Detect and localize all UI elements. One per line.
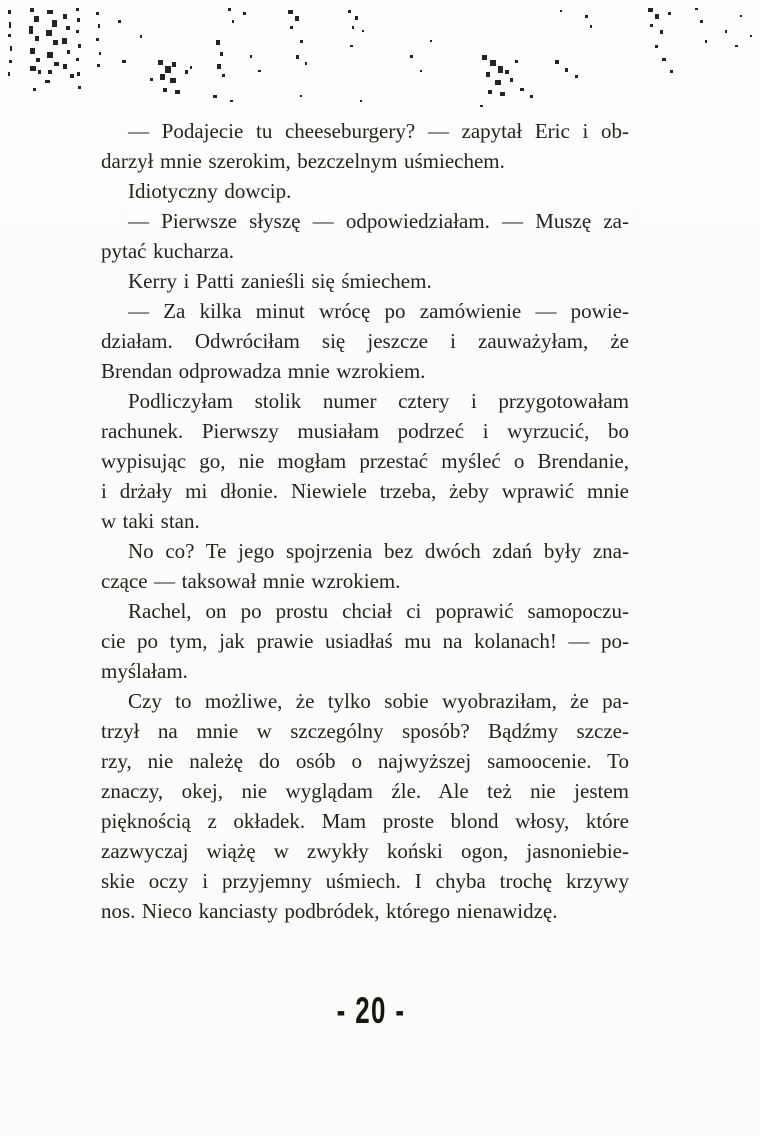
text-line: — Za kilka minut wrócę po zamówienie — powie- [128, 299, 629, 323]
text-line: Czy to możliwe, że tylko sobie wyobraziłam, że pa- [128, 689, 629, 713]
text-line: rachunek. Pierwszy musiałam podrzeć i wyrzucić, bo [101, 419, 629, 443]
text-line: w taki stan. [101, 509, 200, 533]
text-line: trzył na mnie w szczególny sposób? Bądźmy szcze- [101, 719, 629, 743]
paragraph [101, 116, 629, 176]
text-line: cie po tym, jak prawie usiadłaś mu na kolanach! — po- [101, 629, 629, 653]
paragraph [101, 176, 629, 206]
paragraph [101, 296, 629, 386]
text-block [101, 116, 629, 926]
text-line: Kerry i Patti zanieśli się śmiechem. [128, 269, 432, 293]
text-line: Idiotyczny dowcip. [128, 179, 292, 203]
text-line: Podliczyłam stolik numer cztery i przygotowałam [128, 389, 629, 413]
text-line: zazwyczaj wiążę w zwykły koński ogon, jasnoniebie- [101, 839, 629, 863]
text-line: pytać kucharza. [101, 239, 235, 263]
text-line: znaczy, okej, nie wyglądam źle. Ale też nie jestem [101, 779, 629, 803]
paragraph [101, 536, 629, 596]
text-line: nos. Nieco kanciasty podbródek, którego nienawidzę. [101, 899, 558, 923]
scan-noise-artifacts [0, 0, 760, 130]
text-line: rzy, nie należę do osób o najwyższej samoocenie. To [101, 749, 629, 773]
text-line: działam. Odwróciłam się jeszcze i zauważyłam, że [101, 329, 629, 353]
paragraph [101, 206, 629, 266]
page-number [322, 990, 420, 1032]
text-line: czące — taksował mnie wzrokiem. [101, 569, 401, 593]
text-line: i drżały mi dłonie. Niewiele trzeba, żeby wprawić mnie [101, 479, 629, 503]
text-line: Rachel, on po prostu chciał ci poprawić samopoczu- [128, 599, 629, 623]
text-line: Brendan odprowadza mnie wzrokiem. [101, 359, 426, 383]
text-line: wypisując go, nie mogłam przestać myśleć o Brendanie, [101, 449, 629, 473]
text-line: — Pierwsze słyszę — odpowiedziałam. — Muszę za- [128, 209, 629, 233]
paragraph [101, 596, 629, 686]
paragraph [101, 266, 629, 296]
text-line: — Podajecie tu cheeseburgery? — zapytał Eric i ob- [128, 119, 629, 143]
text-line: myślałam. [101, 659, 188, 683]
page-number-label: - 20 - [336, 990, 406, 1031]
text-line: pięknością z okładek. Mam proste blond włosy, które [101, 809, 629, 833]
paragraph [101, 386, 629, 536]
paragraph [101, 686, 629, 926]
text-line: skie oczy i przyjemny uśmiech. I chyba trochę krzywy [101, 869, 629, 893]
text-line: No co? Te jego spojrzenia bez dwóch zdań były zna- [128, 539, 629, 563]
text-line: darzył mnie szerokim, bezczelnym uśmiechem. [101, 149, 505, 173]
